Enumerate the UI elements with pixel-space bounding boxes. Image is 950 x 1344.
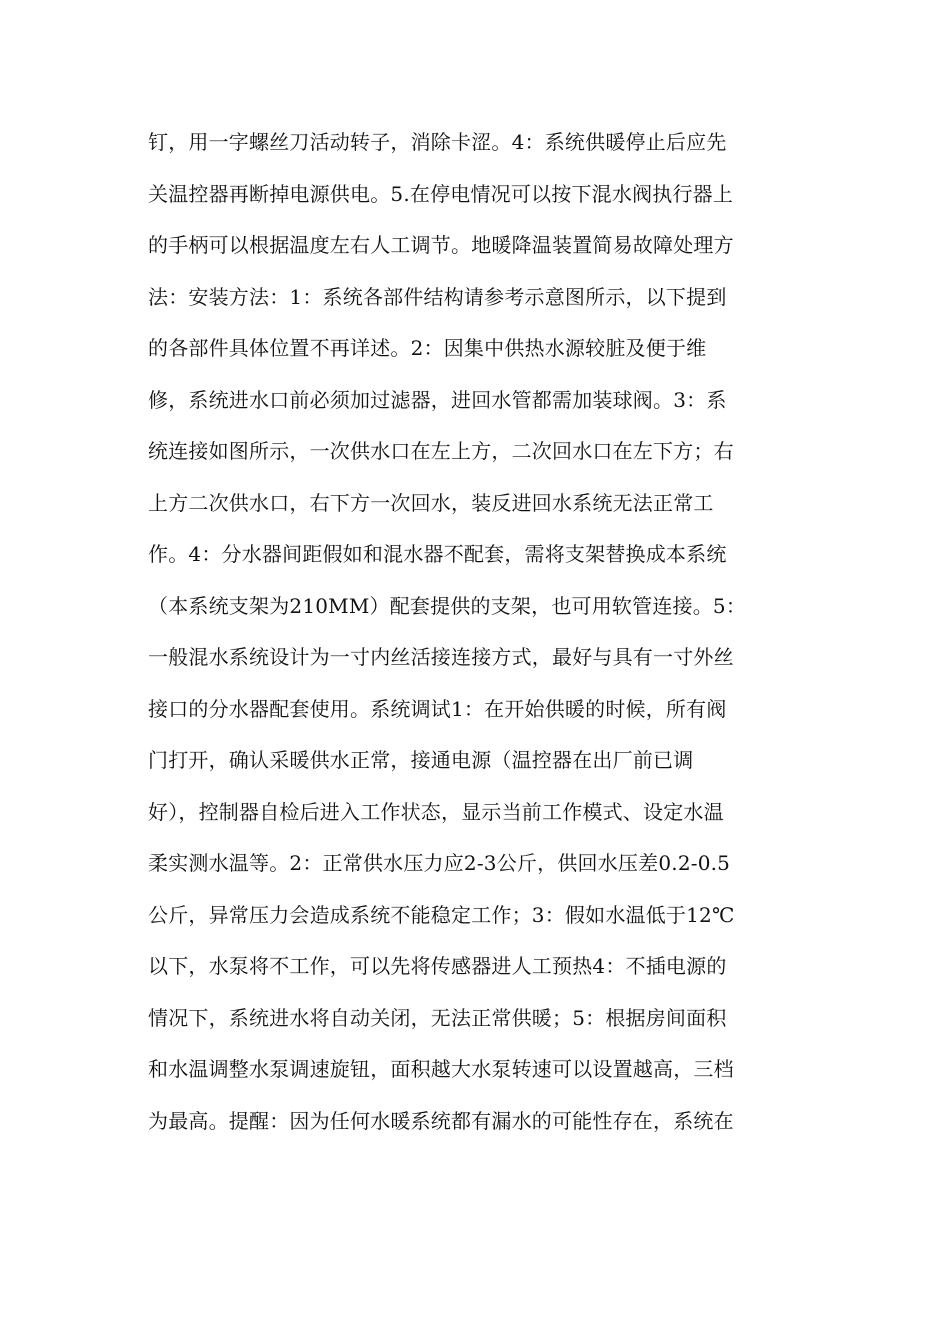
text-line: 上方二次供水口，右下方一次回水，装反进回水系统无法正常工	[148, 490, 714, 515]
body-text	[148, 117, 808, 1147]
text-line: 柔实测水温等。2：正常供水压力应2-3公斤，供回水压差0.2-0.5	[148, 851, 731, 875]
text-line: 统连接如图所示，一次供水口在左上方，二次回水口在左下方；右	[148, 439, 734, 463]
text-line: 关温控器再断掉电源供电。5.在停电情况可以按下混水阀执行器上	[148, 181, 734, 206]
text-line: 作。4：分水器间距假如和混水器不配套，需将支架替换成本系统	[148, 542, 727, 566]
text-line: 法：安装方法：1：系统各部件结构请参考示意图所示，以下提到	[148, 284, 727, 309]
text-line: 一般混水系统设计为一寸内丝活接连接方式，最好与具有一寸外丝	[148, 645, 734, 669]
text-line: 接口的分水器配套使用。系统调试1：在开始供暖的时候，所有阀	[148, 696, 727, 721]
text-line: 为最高。提醒：因为任何水暖系统都有漏水的可能性存在，系统在	[148, 1108, 734, 1133]
text-line: 和水温调整水泵调速旋钮，面积越大水泵转速可以设置越高，三档	[148, 1057, 734, 1081]
text-line: 情况下，系统进水将自动关闭，无法正常供暖；5：根据房间面积	[148, 1005, 727, 1030]
text-line: 的手柄可以根据温度左右人工调节。地暖降温装置简易故障处理方	[148, 233, 734, 257]
text-line: （本系统支架为210MM）配套提供的支架，也可用软管连接。5：	[148, 593, 747, 618]
text-line: 以下，水泵将不工作，可以先将传感器进人工预热4：不插电源的	[148, 954, 727, 978]
text-line: 修，系统进水口前必须加过滤器，进回水管都需加装球阀。3：系	[148, 387, 727, 412]
text-line: 门打开，确认采暖供水正常，接通电源（温控器在出厂前已调	[148, 748, 694, 772]
text-line: 好），控制器自检后进入工作状态，显示当前工作模式、设定水温	[148, 799, 724, 824]
text-line: 钉，用一字螺丝刀活动转子，消除卡涩。4：系统供暖停止后应先	[148, 130, 727, 154]
text-line: 的各部件具体位置不再详述。2：因集中供热水源较脏及便于维	[148, 336, 707, 360]
text-line: 公斤，异常压力会造成系统不能稳定工作；3：假如水温低于12℃	[148, 902, 735, 927]
